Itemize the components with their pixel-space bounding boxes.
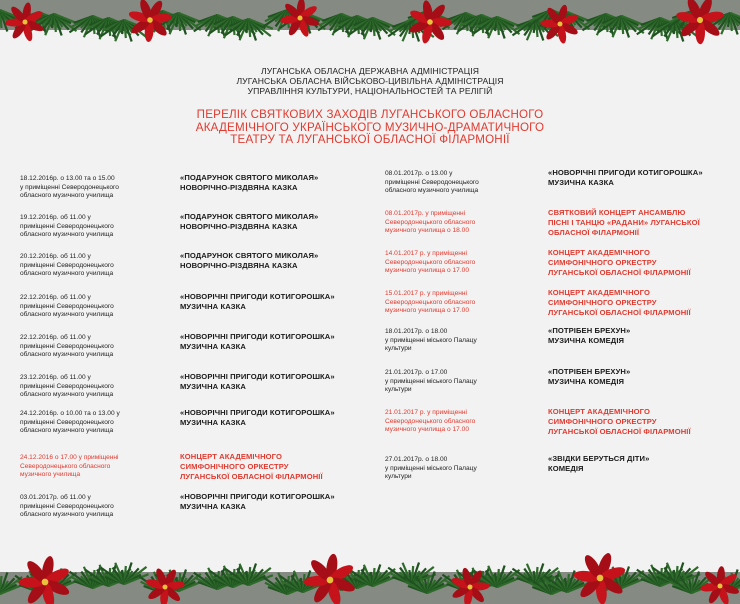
event-detail-line: 24.12.2016 о 17.00 у приміщенні: [20, 454, 119, 461]
event-detail-line: 27.01.2017р. о 18.00: [385, 456, 448, 463]
bottom-garland: [0, 532, 740, 604]
event-detail-line: обласного музичного училища: [20, 270, 114, 278]
event-title-line: «ПОТРІБЕН БРЕХУН»: [548, 326, 631, 335]
event-title: [180, 251, 318, 271]
event-title-line: СИМФОНІЧНОГО ОРКЕСТРУ: [548, 298, 657, 307]
event-details: [20, 494, 114, 520]
event-title: [180, 452, 323, 482]
event-detail-line: 18.01.2017р. о 18.00: [385, 328, 448, 335]
header-line: УПРАВЛІННЯ КУЛЬТУРИ, НАЦІОНАЛЬНОСТЕЙ ТА РЕЛІГІЙ: [247, 86, 493, 96]
event-detail-line: Северодонецького обласного: [385, 258, 476, 266]
event-title-line: «НОВОРІЧНІ ПРИГОДИ КОТИГОРОШКА»: [548, 168, 703, 177]
title-line: ПЕРЕЛІК СВЯТКОВИХ ЗАХОДІВ ЛУГАНСЬКОГО ОБЛАСНОГО: [196, 108, 544, 121]
event-details: [20, 454, 118, 480]
event-detail-line: у приміщенні міського Палацу: [385, 336, 477, 344]
event-title: [548, 454, 649, 474]
event-detail-line: музичного училища о 17.00: [385, 426, 469, 434]
event-title-line: «ПОДАРУНОК СВЯТОГО МИКОЛАЯ»: [180, 173, 319, 182]
event-detail-line: у приміщенні міського Палацу: [385, 464, 477, 472]
event-title: [548, 288, 691, 318]
event-details: [20, 410, 120, 436]
event-detail-line: 22.12.2016р. об 11.00 у: [20, 334, 91, 341]
event-detail-line: приміщенні Северодонецького: [20, 222, 114, 230]
event-detail-line: обласного музичного училища: [385, 187, 479, 195]
event-title: [180, 212, 318, 232]
event-detail-line: Северодонецького обласного: [20, 462, 111, 470]
event-title-line: ЛУГАНСЬКОЇ ОБЛАСНОЇ ФІЛАРМОНІЇ: [548, 427, 691, 436]
event-details: [385, 210, 475, 236]
event-title-line: «ПОДАРУНОК СВЯТОГО МИКОЛАЯ»: [180, 251, 319, 260]
event-detail-line: приміщенні Северодонецького: [20, 418, 114, 426]
event-detail-line: 20.12.2016р. об 11.00 у: [20, 253, 91, 260]
event-detail-line: 21.01.2017р. о 17.00: [385, 369, 448, 376]
event-detail-line: приміщенні Северодонецького: [385, 178, 479, 186]
event-detail-line: у приміщенні Северодонецького: [20, 183, 119, 191]
event-title-line: КОНЦЕРТ АКАДЕМІЧНОГО: [548, 407, 650, 416]
event-title-line: КОМЕДІЯ: [548, 464, 584, 473]
top-garland: [0, 0, 740, 62]
event-detail-line: обласного музичного училища: [20, 391, 114, 399]
event-detail-line: приміщенні Северодонецького: [20, 502, 114, 510]
event-title-line: СИМФОНІЧНОГО ОРКЕСТРУ: [180, 462, 289, 471]
event-details: [20, 334, 114, 360]
header-line: ЛУГАНСЬКА ОБЛАСНА ДЕРЖАВНА АДМІНІСТРАЦІЯ: [260, 66, 480, 76]
title-line: ТЕАТРУ ТА ЛУГАНСЬКОЇ ОБЛАСНОЇ ФІЛАРМОНІЇ: [230, 133, 510, 147]
event-details: [385, 328, 477, 354]
event-detail-line: 24.12.2016р. о 10.00 та о 13.00 у: [20, 410, 120, 417]
event-title-line: МУЗИЧНА КАЗКА: [180, 382, 246, 391]
event-title: [548, 248, 691, 278]
event-title-line: «ПОДАРУНОК СВЯТОГО МИКОЛАЯ»: [180, 212, 319, 221]
event-detail-line: приміщенні Северодонецького: [20, 342, 114, 350]
event-title-line: «НОВОРІЧНІ ПРИГОДИ КОТИГОРОШКА»: [180, 372, 335, 381]
event-detail-line: обласного музичного училища: [20, 192, 114, 200]
event-detail-line: 22.12.2016р. об 11.00 у: [20, 294, 91, 301]
event-title: [180, 372, 335, 392]
event-detail-line: приміщенні Северодонецького: [20, 261, 114, 269]
event-title-line: КОНЦЕРТ АКАДЕМІЧНОГО: [548, 248, 650, 257]
event-detail-line: обласного музичного училища: [20, 351, 114, 359]
event-title: [180, 332, 335, 352]
event-detail-line: 03.01.2017р. об 11.00 у: [20, 494, 91, 501]
event-detail-line: Северодонецького обласного: [385, 298, 476, 306]
event-detail-line: музичного училища о 18.00: [385, 227, 469, 235]
event-detail-line: обласного музичного училища: [20, 427, 114, 435]
event-title-line: МУЗИЧНА КАЗКА: [180, 502, 246, 511]
event-title-line: ЛУГАНСЬКОЇ ОБЛАСНОЇ ФІЛАРМОНІЇ: [548, 268, 691, 277]
event-title-line: МУЗИЧНА КАЗКА: [180, 302, 246, 311]
event-title: [548, 168, 703, 188]
event-detail-line: 23.12.2016р. об 11.00 у: [20, 374, 91, 381]
event-details: [20, 294, 114, 320]
event-title-line: МУЗИЧНА КОМЕДІЯ: [548, 336, 625, 345]
event-title-line: НОВОРІЧНО-РІЗДВЯНА КАЗКА: [180, 222, 298, 231]
event-details: [385, 290, 475, 316]
event-detail-line: приміщенні Северодонецького: [20, 302, 114, 310]
event-title: [548, 367, 630, 387]
event-title-line: КОНЦЕРТ АКАДЕМІЧНОГО: [548, 288, 650, 297]
event-details: [20, 253, 114, 279]
event-title-line: НОВОРІЧНО-РІЗДВЯНА КАЗКА: [180, 183, 298, 192]
event-title-line: «НОВОРІЧНІ ПРИГОДИ КОТИГОРОШКА»: [180, 492, 335, 501]
event-title-line: «НОВОРІЧНІ ПРИГОДИ КОТИГОРОШКА»: [180, 292, 335, 301]
event-detail-line: обласного музичного училища: [20, 511, 114, 519]
organization-header: [0, 66, 740, 96]
event-detail-line: 08.01.2017р. о 13.00 у: [385, 170, 453, 177]
event-title-line: «НОВОРІЧНІ ПРИГОДИ КОТИГОРОШКА»: [180, 408, 335, 417]
event-detail-line: музичного училища о 17.00: [385, 307, 469, 315]
event-title-line: МУЗИЧНА КАЗКА: [548, 178, 614, 187]
event-detail-line: приміщенні Северодонецького: [20, 382, 114, 390]
event-title: [548, 407, 691, 437]
event-title-line: ПІСНІ І ТАНЦЮ «РАДАНИ» ЛУГАНСЬКОЇ: [548, 218, 700, 227]
event-title-line: ЛУГАНСЬКОЇ ОБЛАСНОЇ ФІЛАРМОНІЇ: [548, 308, 691, 317]
event-detail-line: обласного музичного училища: [20, 231, 114, 239]
event-detail-line: культури: [385, 473, 412, 481]
event-title: [180, 173, 318, 193]
page-title: [120, 109, 620, 147]
event-title-line: «ПОТРІБЕН БРЕХУН»: [548, 367, 631, 376]
event-title-line: «НОВОРІЧНІ ПРИГОДИ КОТИГОРОШКА»: [180, 332, 335, 341]
event-detail-line: музичного училища о 17.00: [385, 267, 469, 275]
title-line: АКАДЕМІЧНОГО УКРАЇНСЬКОГО МУЗИЧНО-ДРАМАТИЧНОГО: [195, 120, 545, 134]
event-title: [180, 492, 335, 512]
event-title-line: КОНЦЕРТ АКАДЕМІЧНОГО: [180, 452, 282, 461]
event-details: [385, 170, 479, 196]
event-details: [20, 214, 114, 240]
event-title-line: СИМФОНІЧНОГО ОРКЕСТРУ: [548, 417, 657, 426]
event-detail-line: культури: [385, 345, 412, 353]
event-detail-line: 08.01.2017р. у приміщенні: [385, 210, 466, 217]
event-title-line: НОВОРІЧНО-РІЗДВЯНА КАЗКА: [180, 261, 298, 270]
event-detail-line: 19.12.2016р. об 11.00 у: [20, 214, 91, 221]
header-line: ЛУГАНСЬКА ОБЛАСНА ВІЙСЬКОВО-ЦИВІЛЬНА АДМІНІСТРАЦІЯ: [236, 76, 504, 86]
event-detail-line: 15.01.2017 р. у приміщенні: [385, 290, 467, 297]
event-title: [548, 326, 630, 346]
event-detail-line: Северодонецького обласного: [385, 218, 476, 226]
event-detail-line: культури: [385, 386, 412, 394]
event-title-line: МУЗИЧНА КАЗКА: [180, 342, 246, 351]
event-details: [20, 374, 114, 400]
event-details: [385, 369, 477, 395]
event-details: [20, 175, 119, 201]
event-title-line: «ЗВІДКИ БЕРУТЬСЯ ДІТИ»: [548, 454, 650, 463]
event-detail-line: 18.12.2016р. о 13.00 та о 15.00: [20, 175, 115, 182]
event-detail-line: у приміщенні міського Палацу: [385, 377, 477, 385]
event-detail-line: 21.01.2017 р. у приміщенні: [385, 409, 467, 416]
event-details: [385, 456, 477, 482]
event-detail-line: обласного музичного училища: [20, 311, 114, 319]
event-title-line: ОБЛАСНОЇ ФІЛАРМОНІЇ: [548, 228, 640, 237]
event-title: [180, 408, 335, 428]
event-title-line: МУЗИЧНА КАЗКА: [180, 418, 246, 427]
event-detail-line: 14.01.2017 р. у приміщенні: [385, 250, 467, 257]
event-title: [180, 292, 335, 312]
event-detail-line: Северодонецького обласного: [385, 417, 476, 425]
event-details: [385, 409, 475, 435]
event-title-line: МУЗИЧНА КОМЕДІЯ: [548, 377, 625, 386]
event-details: [385, 250, 475, 276]
event-title-line: СВЯТКОВИЙ КОНЦЕРТ АНСАМБЛЮ: [548, 208, 686, 217]
poinsettia-flower-icon: [0, 0, 740, 62]
event-detail-line: музичного училища: [20, 471, 81, 479]
poinsettia-flower-icon: [0, 532, 740, 604]
event-title: [548, 208, 700, 238]
event-title-line: ЛУГАНСЬКОЇ ОБЛАСНОЇ ФІЛАРМОНІЇ: [180, 472, 323, 481]
event-title-line: СИМФОНІЧНОГО ОРКЕСТРУ: [548, 258, 657, 267]
